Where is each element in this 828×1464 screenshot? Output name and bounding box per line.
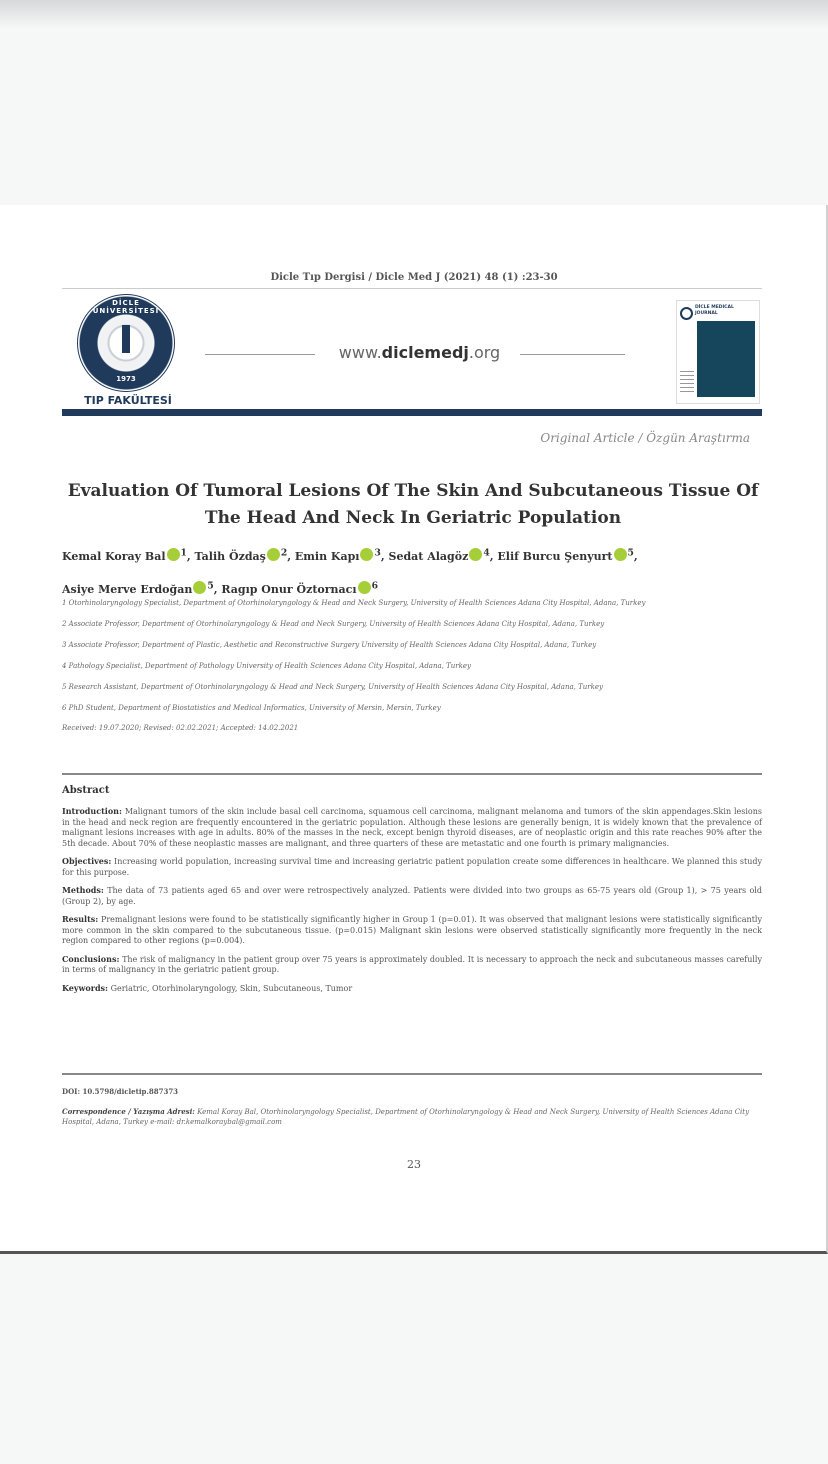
affiliation: 6 PhD Student, Department of Biostatistics and Medical Informatics, University of Mersin, Mersin, Turkey — [62, 704, 441, 712]
author: Sedat Alagöz $^4$, — [388, 547, 498, 563]
abstract-conclusions: Conclusions: The risk of malignancy in the patient group over 75 years is approximately doubled. It is necessary to approach the neck and subcutaneous masses carefully in terms of malignancy in the geriatric patient group. — [62, 953, 762, 974]
website-bold: diclemedj — [381, 343, 469, 362]
affiliations — [62, 598, 762, 732]
abstract-introduction: Introduction: Malignant tumors of the skin include basal cell carcinoma, squamous cell carcinoma, malignant melanoma and tumors of the skin appendages.Skin lesions in the head and neck region are frequently encountered in the geriatric population. Although these lesions are generally benign, it is widely known that the prevalence of malignant lesions increases with age in adults. 80% of the masses in the neck, except benign thyroid diseases, are of neoplastic origin and this rate reaches 90% after the 5th decade. About 70% of these neoplastic masses are malignant, and three quarters of these are metastatic and one fourth is primary malignancies. — [62, 806, 762, 848]
cover-badge-icon — [680, 307, 693, 320]
header-divider — [62, 288, 762, 289]
author: Kemal Koray Bal $^1$, — [62, 547, 195, 563]
author: Talih Özdaş $^2$, — [194, 547, 295, 563]
article-title: Evaluation Of Tumoral Lesions Of The Skin And Subcutaneous Tissue Of The Head And Neck In Geriatric Population — [67, 481, 759, 528]
journal-cover-thumbnail — [676, 300, 760, 404]
header-bar — [62, 409, 762, 416]
abstract-results: Results: Premalignant lesions were found to be statistically significantly higher in Group 1 (p=0.01). It was observed that malignant lesions were statistically significantly more common in the skin compared to the subcutaneous tissue. (p=0.015) Malignant skin lesions were observed statistically significantly more frequently in the neck region compared to other regions (p=0.004). — [62, 914, 762, 945]
abstract-objectives: Objectives: Increasing world population, increasing survival time and increasing geriatric patient population create some differences in healthcare. We planned this study for this purpose. — [62, 856, 763, 877]
page-number: 23 — [407, 1158, 421, 1171]
cover-image — [697, 321, 755, 397]
abstract-methods: Methods: The data of 73 patients aged 65 and over were retrospectively analyzed. Patients were divided into two groups as 65-75 years old (Group 1), > 75 years old (Group 2), by age. — [62, 885, 762, 906]
top-shadow — [0, 0, 828, 28]
abstract-heading: Abstract — [62, 785, 110, 796]
correspondence: Correspondence / Yazışma Adresi: Kemal Koray Bal, Otorhinolaryngology Specialist, Department of Otorhinolaryngology & Head and Neck Surgery, University of Health Sciences Adana City Hospital, Adana, Turkey e-mail: dr.kemalkoraybal@gmail.com — [62, 1107, 750, 1126]
orcid-icon[interactable] — [360, 548, 373, 561]
paper-page — [0, 205, 828, 1254]
website-prefix: www. — [338, 343, 382, 362]
cover-text-lines — [680, 371, 694, 393]
orcid-icon[interactable] — [469, 548, 482, 561]
author: Ragıp Onur Öztornacı $^6$ — [221, 580, 378, 597]
author: Asiye Merve Erdoğan $^5$, — [62, 580, 222, 597]
journal-citation: Dicle Tıp Dergisi / Dicle Med J (2021) 48 (1) :23-30 — [270, 272, 558, 283]
university-logo-icon — [77, 294, 175, 392]
orcid-icon[interactable] — [267, 548, 280, 561]
affiliation: 5 Research Assistant, Department of Otorhinolaryngology & Head and Neck Surgery, University of Health Sciences Adana City Hospital, Adana, Turkey — [62, 683, 603, 691]
orcid-icon[interactable] — [614, 548, 627, 561]
abstract-divider-bottom — [62, 1073, 762, 1075]
cover-title: DİCLE MEDICAL JOURNAL — [695, 305, 734, 316]
affiliation: 4 Pathology Specialist, Department of Pathology University of Health Sciences Adana City Hospital, Adana, Turkey — [62, 662, 471, 670]
abstract-section — [62, 785, 762, 1001]
website-rule-left — [205, 354, 315, 355]
author: Emin Kapı $^3$, — [294, 547, 389, 563]
website-rule-right — [520, 354, 625, 355]
orcid-icon[interactable] — [358, 581, 371, 594]
abstract-keywords: Keywords: Geriatric, Otorhinolaryngology, Skin, Subcutaneous, Tumor — [62, 982, 353, 993]
affiliation: 3 Associate Professor, Department of Plastic, Aesthetic and Reconstructive Surgery University of Health Sciences Adana City Hospital, Adana, Turkey — [62, 641, 597, 649]
abstract-divider-top — [62, 773, 762, 775]
doi[interactable]: DOI: 10.5798/dicletip.887373 — [62, 1087, 179, 1096]
faculty-label: TIP FAKÜLTESİ — [84, 394, 172, 407]
logo-ring-text: DİCLE ÜNİVERSİTESİ — [92, 299, 160, 315]
affiliation: 2 Associate Professor, Department of Otorhinolaryngology & Head and Neck Surgery, University of Health Sciences Adana City Hospital, Adana, Turkey — [62, 620, 605, 628]
logo-year: 1973 — [116, 375, 136, 383]
website-suffix: .org — [468, 343, 501, 362]
author-list — [62, 538, 762, 605]
orcid-icon[interactable] — [167, 548, 180, 561]
author: Elif Burcu Şenyurt $^5$, — [497, 547, 638, 563]
article-type: Original Article / Özgün Araştırma — [540, 431, 750, 445]
journal-website — [322, 343, 517, 362]
logo-pillar — [122, 325, 130, 353]
affiliation: 1 Otorhinolaryngology Specialist, Department of Otorhinolaryngology & Head and Neck Surgery, University of Health Sciences Adana City Hospital, Adana, Turkey — [62, 599, 646, 607]
submission-dates: Received: 19.07.2020; Revised: 02.02.2021; Accepted: 14.02.2021 — [62, 724, 299, 732]
orcid-icon[interactable] — [193, 581, 206, 594]
